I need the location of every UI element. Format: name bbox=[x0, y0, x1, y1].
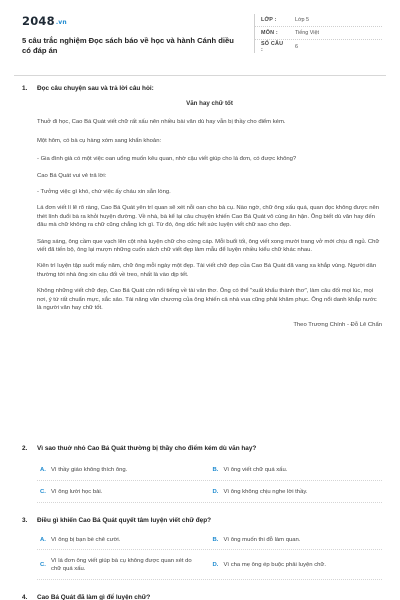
option-row bbox=[37, 550, 382, 580]
meta-row-subject bbox=[255, 27, 382, 40]
passage-paragraph: Không những viết chữ đẹp, Cao Bá Quát còn nổi tiếng về tài văn thơ. Ông có thể "xuất khẩu thành thơ", làm câu đối mọi lúc, mọi nơi, ý tứ rất chuẩn mực, sắc sảo. Tài năng văn chương của ông khiến cả nhà vua cũng phải khâm phục. Ông nổi danh khắp nước là người văn hay chữ tốt. bbox=[37, 288, 377, 312]
meta-label: MÔN : bbox=[261, 30, 278, 36]
question-number: 3. bbox=[22, 517, 28, 524]
option-letter: B. bbox=[212, 536, 219, 543]
passage-paragraph: - Tưởng việc gì khó, chứ việc ấy cháu xin sẵn lòng. bbox=[37, 189, 171, 196]
passage-title: Văn hay chữ tốt bbox=[186, 100, 233, 107]
brand-tld: .vn bbox=[55, 19, 67, 26]
question-1 bbox=[22, 84, 382, 93]
option-text: Vì ông viết chữ quá xấu. bbox=[223, 466, 288, 473]
question-text: Đọc câu chuyện sau và trả lời câu hỏi: bbox=[37, 85, 154, 92]
meta-table bbox=[254, 14, 382, 53]
option-a[interactable] bbox=[37, 536, 210, 544]
question-2 bbox=[22, 444, 382, 453]
option-d[interactable] bbox=[210, 561, 383, 569]
question-number: 4. bbox=[22, 594, 28, 600]
option-text: Vì ông muốn thi đỗ làm quan. bbox=[223, 536, 301, 543]
option-a[interactable] bbox=[37, 466, 210, 474]
question-text: Điều gì khiến Cao Bá Quát quyết tâm luyện viết chữ đẹp? bbox=[37, 517, 212, 524]
option-letter: C. bbox=[40, 561, 46, 568]
question-3 bbox=[22, 516, 382, 525]
question-4 bbox=[22, 593, 382, 600]
question-number: 1. bbox=[22, 85, 28, 92]
option-row bbox=[37, 481, 382, 503]
brand-name: 2048 bbox=[22, 14, 55, 28]
document-title: 5 câu trắc nghiệm Đọc sách báo về học và hành Cánh diều có đáp án bbox=[22, 36, 234, 55]
question-text: Cao Bá Quát đã làm gì để luyện chữ? bbox=[37, 594, 151, 600]
brand-logo[interactable] bbox=[22, 14, 67, 28]
meta-value: Lớp 5 bbox=[295, 17, 310, 23]
meta-label: LỚP : bbox=[261, 17, 277, 23]
meta-value: Tiếng Việt bbox=[295, 30, 319, 36]
passage-paragraph: Sáng sáng, ông cầm que vạch lên cột nhà luyện chữ cho cứng cáp. Mỗi buổi tối, ông viết xong mười trang vở mới chịu đi ngủ. Chữ viết đã tiến bộ, ông lại mượn những cuốn sách chữ viết đẹp làm mẫu để luyện nhiều kiểu chữ khác nhau. bbox=[37, 238, 380, 254]
option-c[interactable] bbox=[37, 488, 210, 496]
option-d[interactable] bbox=[210, 488, 383, 496]
option-text: Vì ông không chịu nghe lời thầy. bbox=[223, 488, 308, 495]
option-text: Vì ông lười học bài. bbox=[51, 488, 103, 495]
passage-paragraph: Cao Bá Quát vui vẻ trả lời: bbox=[37, 172, 107, 179]
passage-source: Theo Trương Chính - Đỗ Lê Chẩn bbox=[293, 321, 382, 328]
question-number: 2. bbox=[22, 445, 28, 452]
header-divider bbox=[14, 75, 386, 76]
option-text: Vì lá đơn ông viết giúp bà cụ không được quan xét do chữ quá xấu. bbox=[51, 557, 192, 572]
option-letter: D. bbox=[212, 561, 219, 568]
option-letter: A. bbox=[40, 466, 46, 473]
option-b[interactable] bbox=[210, 536, 383, 544]
option-b[interactable] bbox=[210, 466, 383, 474]
meta-row-count bbox=[255, 40, 382, 53]
option-text: Vì ông bị bạn bè chê cười. bbox=[51, 536, 121, 543]
meta-row-grade bbox=[255, 14, 382, 27]
passage-paragraph: Thuở đi học, Cao Bá Quát viết chữ rất xấu nên nhiều bài văn dù hay vẫn bị thầy cho điểm kém. bbox=[37, 119, 286, 126]
meta-label: SỐ CÂU : bbox=[261, 40, 284, 53]
option-row bbox=[37, 459, 382, 481]
question-text: Vì sao thuở nhỏ Cao Bá Quát thường bị thầy cho điểm kém dù văn hay? bbox=[37, 445, 257, 452]
page-header bbox=[22, 14, 382, 66]
passage-paragraph: - Gia đình già có một việc oan uổng muốn kêu quan, nhờ cậu viết giúp cho lá đơn, có được không? bbox=[37, 156, 297, 163]
option-c[interactable] bbox=[37, 557, 210, 573]
option-text: Vì cha mẹ ông ép buộc phải luyện chữ. bbox=[223, 561, 327, 568]
option-row bbox=[37, 530, 382, 550]
passage-paragraph: Lá đơn viết lí lẽ rõ ràng, Cao Bá Quát yên trí quan sẽ xét nỗi oan cho bà cụ. Nào ngờ, chữ ông xấu quá, quan đọc không được nên thét lính đuổi bà ra khỏi huyện đường. Về nhà, bà kể lại câu chuyện khiến Cao Bá Quát vô cùng ân hận. Ông biết dù văn hay đến đâu mà chữ không ra chữ cũng chẳng ích gì. Từ đó, ông dốc hết sức luyện viết chữ sao cho đẹp. bbox=[37, 205, 380, 229]
option-letter: C. bbox=[40, 488, 46, 495]
passage-paragraph: Một hôm, có bà cụ hàng xóm sang khẩn khoản: bbox=[37, 137, 162, 144]
q2-options bbox=[37, 459, 382, 503]
q3-options bbox=[37, 530, 382, 580]
passage bbox=[37, 100, 382, 329]
option-text: Vì thầy giáo không thích ông. bbox=[51, 466, 128, 473]
option-letter: B. bbox=[212, 466, 219, 473]
meta-value: 6 bbox=[295, 43, 298, 50]
passage-paragraph: Kiên trì luyện tập suốt mấy năm, chữ ông mỗi ngày một đẹp. Tài viết chữ đẹp của Cao Bá Quát đã vang xa khắp vùng. Người dân thường tới nhà ông xin câu đối về treo, nhất là vào dịp tết. bbox=[37, 263, 377, 278]
option-letter: D. bbox=[212, 488, 219, 495]
option-letter: A. bbox=[40, 536, 46, 543]
